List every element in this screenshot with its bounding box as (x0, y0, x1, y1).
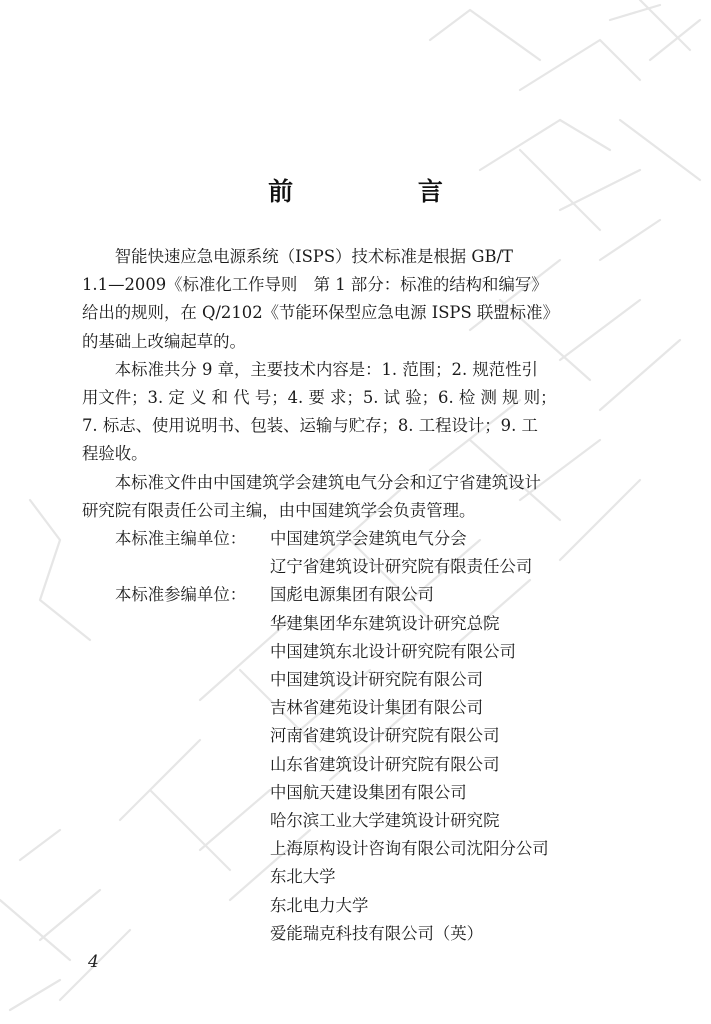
unit-name: 河南省建筑设计研究院有限公司 (270, 726, 500, 746)
unit-name: 东北电力大学 (270, 895, 369, 915)
paragraph-line: 智能快速应急电源系统（ISPS）技术标准是根据 GB/T (114, 247, 513, 266)
paragraph-2 (82, 356, 610, 469)
unit-name: 爱能瑞克科技有限公司（英） (270, 923, 484, 943)
unit-name: 中国航天建设集团有限公司 (270, 782, 467, 802)
chief-editor-row (82, 553, 549, 581)
chief-editor-label: 本标准主编单位： (115, 529, 247, 548)
unit-name: 辽宁省建筑设计研究院有限责任公司 (270, 557, 533, 577)
paragraph-line: 1.1—2009《标准化工作导则 第 1 部分：标准的结构和编写》 (82, 275, 548, 295)
paragraph-line: 给出的规则，在 Q/2102《节能环保型应急电源 ISPS 联盟标准》 (82, 303, 559, 323)
unit-name: 中国建筑设计研究院有限公司 (270, 670, 484, 690)
paragraph-line: 7. 标志、使用说明书、包装、运输与贮存；8. 工程设计；9. 工 (82, 416, 538, 436)
paragraph-line: 本标准文件由中国建筑学会建筑电气分会和辽宁省建筑设计 (114, 472, 541, 492)
unit-name: 上海原构设计咨询有限公司沈阳分公司 (270, 839, 549, 859)
unit-name: 东北大学 (270, 867, 336, 887)
unit-name: 中国建筑东北设计研究院有限公司 (270, 641, 516, 661)
paragraph-line: 的基础上改编起草的。 (82, 331, 246, 351)
foreword-body (82, 243, 610, 525)
participating-editor-label: 本标准参编单位： (115, 585, 247, 605)
paragraph-3 (82, 469, 610, 525)
paragraph-line: 用文件；3. 定 义 和 代 号；4. 要 求；5. 试 验；6. 检 测 规 则； (82, 388, 557, 408)
unit-name: 哈尔滨工业大学建筑设计研究院 (270, 811, 500, 831)
paragraph-line: 本标准共分 9 章，主要技术内容是：1. 范围；2. 规范性引 (114, 359, 538, 379)
chief-editor-row (82, 525, 549, 553)
editor-units (82, 525, 549, 948)
paragraph-1 (82, 243, 610, 356)
participating-editor-row (82, 581, 549, 609)
unit-name: 吉林省建苑设计集团有限公司 (270, 698, 484, 718)
page-title: 前 言 (268, 177, 501, 206)
paragraph-line: 研究院有限责任公司主编，由中国建筑学会负责管理。 (82, 500, 476, 520)
unit-name: 中国建筑学会建筑电气分会 (270, 529, 467, 548)
unit-name: 华建集团华东建筑设计研究总院 (270, 613, 500, 633)
unit-name: 国彪电源集团有限公司 (270, 585, 434, 605)
page-number: 4 (88, 952, 99, 972)
paragraph-line: 程验收。 (82, 444, 148, 464)
unit-name: 山东省建筑设计研究院有限公司 (270, 754, 500, 774)
